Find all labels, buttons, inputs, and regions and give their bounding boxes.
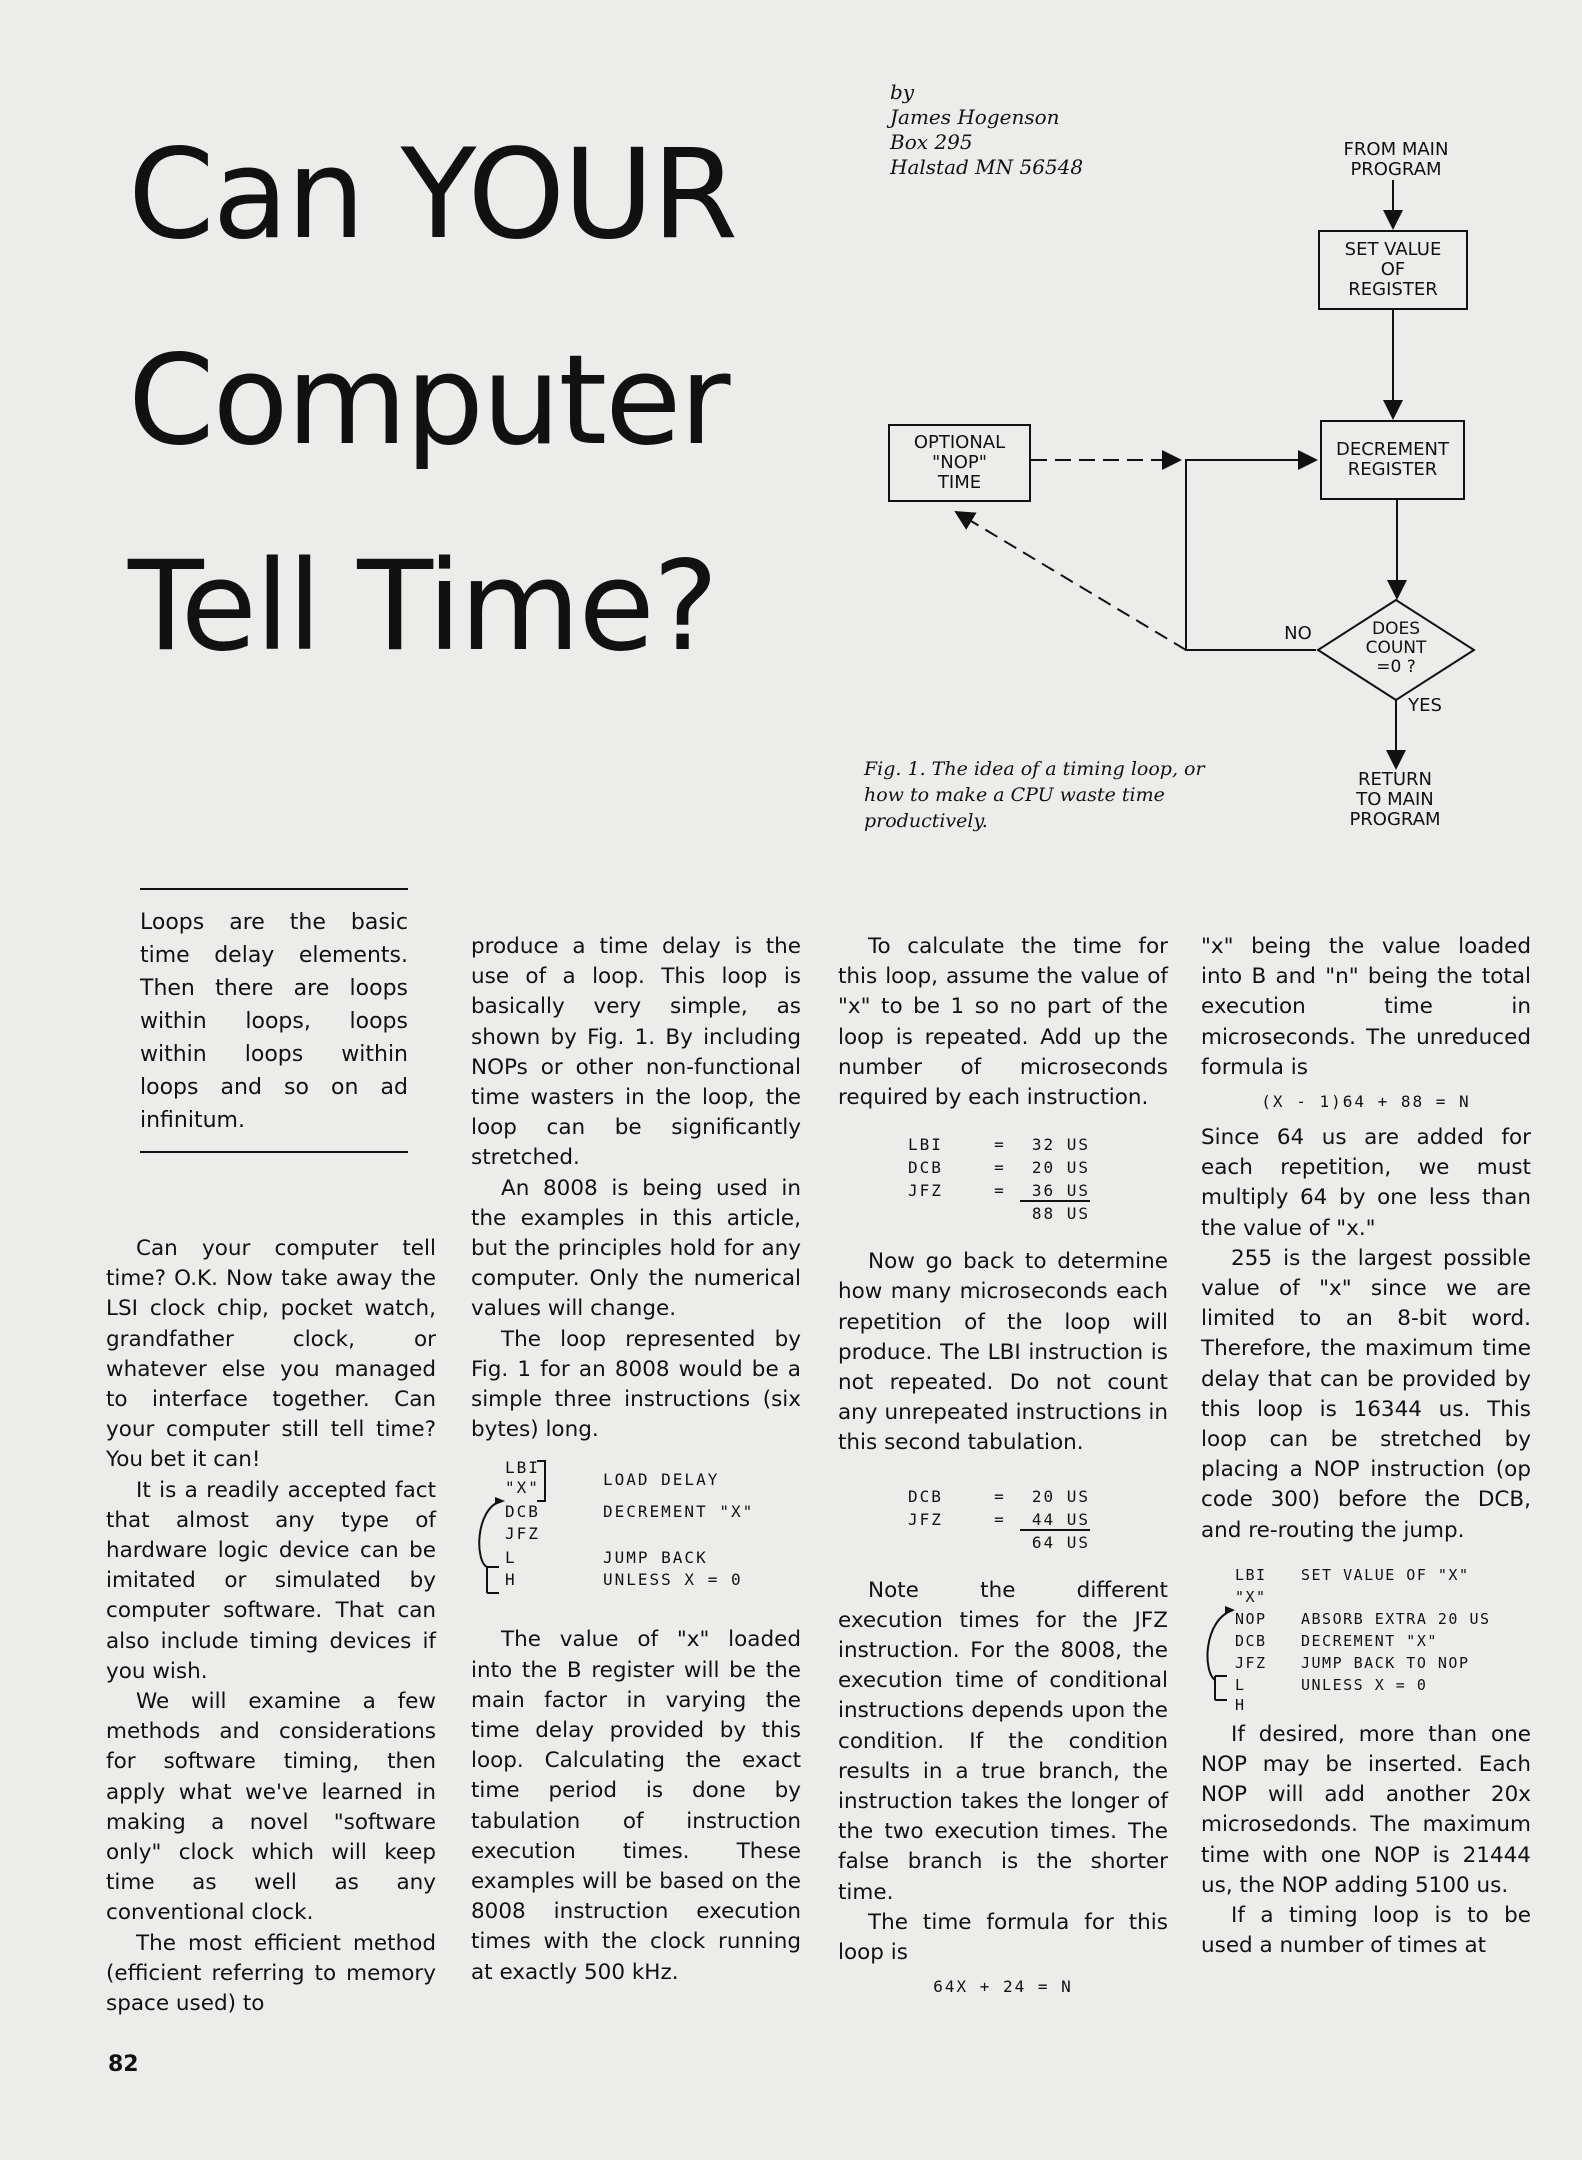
paragraph: We will examine a few methods and considerations for software timing, then apply what we've learned in making a novel "software only" clock which will keep time as well as any conventional clock. xyxy=(106,1689,436,1926)
paragraph: If desired, more than one NOP may be inserted. Each NOP will add another 20x microsedonds. The maximum time with one NOP is 21444 us, the NOP adding 5100 us. xyxy=(1201,1721,1531,1898)
code-l: L xyxy=(1235,1675,1246,1694)
table-row: JFZ = 36 US xyxy=(908,1181,1090,1201)
code-x: "X" xyxy=(1235,1587,1267,1606)
code-comment-jump: JUMP BACK TO NOP xyxy=(1301,1653,1470,1672)
code-comment-jump: JUMP BACK xyxy=(603,1548,708,1568)
flow-set-value-box: SET VALUE OF REGISTER xyxy=(1318,230,1468,310)
paragraph: The loop represented by Fig. 1 for an 8008 would be a simple three instructions (six bytes) long. xyxy=(471,1326,801,1443)
flow-from-main: FROM MAIN PROGRAM xyxy=(1343,139,1449,180)
flow-decision-text: DOES COUNT =0 ? xyxy=(1365,619,1427,677)
byline-by: by xyxy=(890,80,915,104)
code-nop: NOP xyxy=(1235,1609,1267,1628)
code-lbi: LBI xyxy=(1235,1565,1267,1584)
code-jfz: JFZ xyxy=(1235,1653,1267,1672)
flow-decrement-box: DECREMENT REGISTER xyxy=(1320,420,1465,500)
code-comment-unless: UNLESS X = 0 xyxy=(1301,1675,1428,1694)
code-l: L xyxy=(505,1548,517,1568)
title-line-2: Computer xyxy=(128,329,729,473)
table-row-total: 88 US xyxy=(1031,1204,1090,1224)
code-h: H xyxy=(505,1570,517,1590)
timing-table-1 xyxy=(908,1133,1168,1225)
optional-nop-dashed-return xyxy=(956,512,1186,650)
author-address-2: Halstad MN 56548 xyxy=(890,155,1084,179)
code-listing-2 xyxy=(1201,1564,1531,1714)
title-line-1: Can YOUR xyxy=(128,123,737,267)
paragraph: produce a time delay is the use of a loop. This loop is basically very simple, as shown by Fig. 1. By including NOPs or other non-functional time wasters in the loop, the loop can be significantly stretched. xyxy=(471,934,801,1171)
timing-table-2 xyxy=(908,1485,1168,1554)
paragraph: The time formula for this loop is xyxy=(838,1909,1168,1966)
code-h: H xyxy=(1235,1695,1246,1714)
code-listing-1 xyxy=(471,1457,801,1607)
body-column-1 xyxy=(106,1234,436,2019)
table-row-total: 64 US xyxy=(1031,1532,1090,1552)
pull-quote: Loops are the basic time delay elements. Then there are loops within loops, loops within loops within loops and so on ad infinitum. xyxy=(140,888,408,1153)
paragraph: It is a readily accepted fact that almost any type of hardware logic device can be imitated or simulated by computer software. That can also include timing devices if you wish. xyxy=(106,1477,436,1684)
paragraph: An 8008 is being used in the examples in this article, but the principles hold for any computer. Only the numerical values will change. xyxy=(471,1175,801,1322)
loop-back-line xyxy=(1186,460,1316,650)
paragraph: Can your computer tell time? O.K. Now take away the LSI clock chip, pocket watch, grandfather clock, or whatever else you managed to interface together. Can your computer still tell time? You bet it can! xyxy=(106,1236,436,1473)
paragraph: The most efficient method (efficient referring to memory space used) to xyxy=(106,1930,436,2017)
table-row: LBI = 32 US xyxy=(908,1135,1090,1155)
paragraph: Note the different execution times for the JFZ instruction. For the 8008, the execution time of conditional instructions depends upon the condition. If the condition results in a true branch, the instruction takes the longer of the two execution times. The false branch is the shorter time. xyxy=(838,1577,1168,1905)
unreduced-formula: (X - 1)64 + 88 = N xyxy=(1261,1092,1471,1112)
flow-optional-nop-box: OPTIONAL "NOP" TIME xyxy=(888,424,1031,502)
time-formula: 64X + 24 = N xyxy=(933,1977,1073,1997)
figure-caption: Fig. 1. The idea of a timing loop, or how to make a CPU waste time productively. xyxy=(864,758,1205,832)
title-line-3: Tell Time? xyxy=(128,535,717,679)
table-row: DCB = 20 US xyxy=(908,1158,1090,1178)
author-address-1: Box 295 xyxy=(890,130,973,154)
table-row: JFZ = 44 US xyxy=(908,1509,1090,1529)
paragraph: "x" being the value loaded into B and "n" being the total execution time in microseconds. The unreduced formula is xyxy=(1201,934,1531,1080)
paragraph: Since 64 us are added for each repetition, we must multiply 64 by one less than the value of "x." xyxy=(1201,1125,1531,1241)
code-comment-decrement: DECREMENT "X" xyxy=(603,1502,755,1522)
paragraph: The value of "x" loaded into the B register will be the main factor in varying the time delay provided by this loop. Calculating the exact time period is done by tabulation of instruction execution times. These examples will be based on the 8008 instruction execution times with the clock running at exactly 500 kHz. xyxy=(471,1627,801,1985)
code-comment-unless: UNLESS X = 0 xyxy=(603,1570,743,1590)
code-dcb: DCB xyxy=(505,1502,540,1522)
flow-return-main: RETURN TO MAIN PROGRAM xyxy=(1349,769,1441,830)
paragraph: Now go back to determine how many microseconds each repetition of the loop will produce. The LBI instruction is not repeated. Do not count any unrepeated instructions in this second tabulation. xyxy=(838,1249,1168,1456)
code-comment-set: SET VALUE OF "X" xyxy=(1301,1565,1470,1584)
code-dcb: DCB xyxy=(1235,1631,1267,1650)
flow-yes-label: YES xyxy=(1408,695,1442,716)
flow-no-label: NO xyxy=(1284,623,1312,644)
page-number: 82 xyxy=(108,2052,139,2077)
author-name: James Hogenson xyxy=(890,105,1060,129)
paragraph: If a timing loop is to be used a number of times at xyxy=(1201,1903,1531,1959)
body-column-4 xyxy=(1201,932,1531,1961)
paragraph: To calculate the time for this loop, assume the value of "x" to be 1 so no part of the loop is repeated. Add up the number of microseconds required by each instruction. xyxy=(838,934,1168,1111)
body-column-2 xyxy=(471,932,801,1988)
body-column-3 xyxy=(838,932,1168,2008)
code-comment-absorb: ABSORB EXTRA 20 US xyxy=(1301,1609,1491,1628)
code-comment-load: LOAD DELAY xyxy=(603,1470,720,1490)
code-comment-decrement: DECREMENT "X" xyxy=(1301,1631,1438,1650)
table-row: DCB = 20 US xyxy=(908,1486,1090,1506)
code-x: "X" xyxy=(505,1478,540,1498)
code-lbi: LBI xyxy=(505,1458,540,1478)
paragraph: 255 is the largest possible value of "x" since we are limited to an 8-bit word. Therefore, the maximum time delay that can be provided by this loop is 16344 us. This loop can be stretched by placing a NOP instruction (op code 300) before the DCB, and re-routing the jump. xyxy=(1201,1245,1531,1543)
code-jfz: JFZ xyxy=(505,1524,540,1544)
